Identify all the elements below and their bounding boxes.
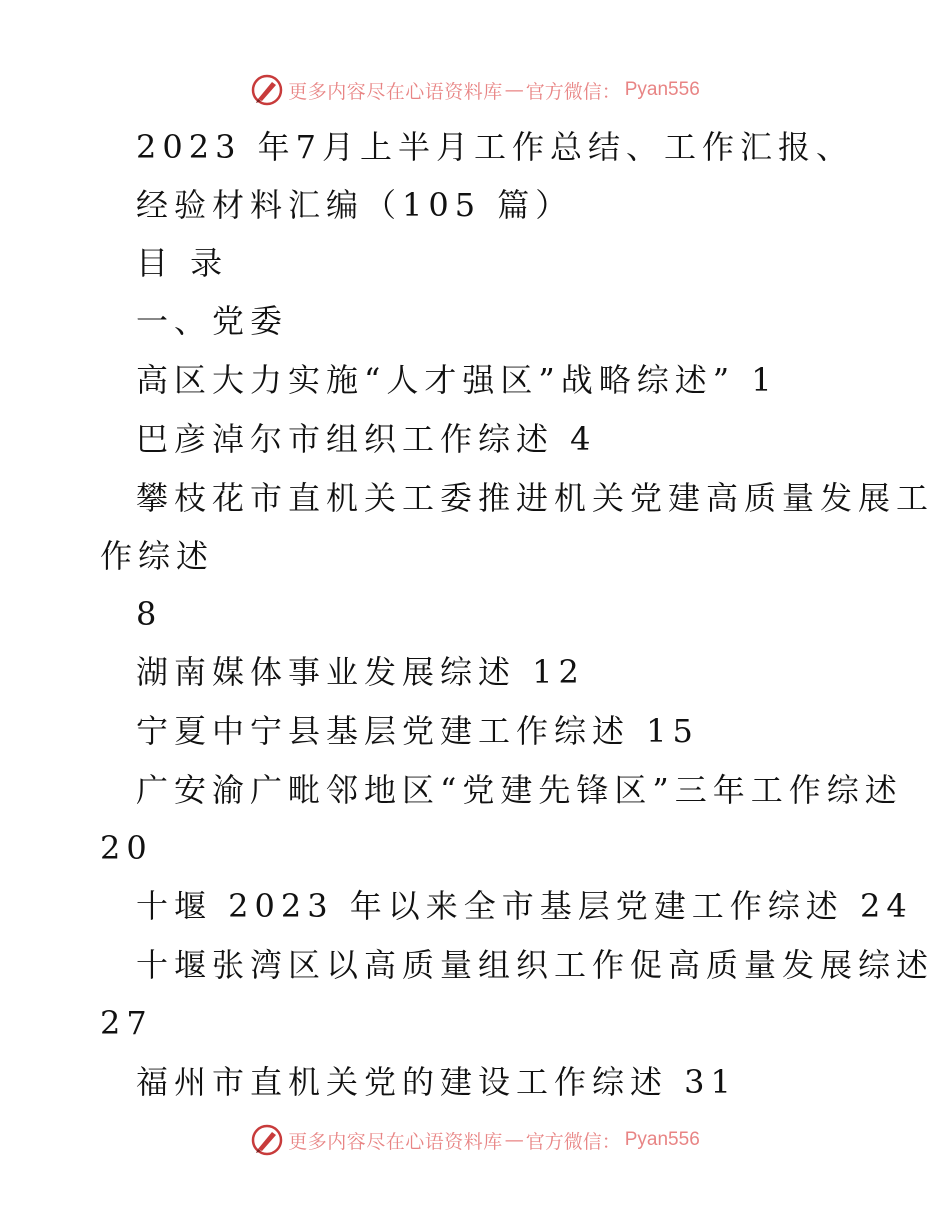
toc-heading: 目 录	[136, 244, 229, 282]
banner-separator: —	[504, 79, 524, 101]
doc-title-line2: 经验材料汇编（105 篇）	[136, 186, 574, 224]
banner-wechat-label: 官方微信：	[525, 80, 621, 103]
banner-text: 更多内容尽在心语资料库	[288, 1130, 503, 1153]
toc-entry: 十堰张湾区以高质量组织工作促高质量发展综述	[136, 946, 935, 984]
banner-wechat-id: Pyan556	[624, 79, 700, 100]
toc-entry: 宁夏中宁县基层党建工作综述 15	[136, 712, 699, 750]
toc-entry: 十堰 2023 年以来全市基层党建工作综述 24	[136, 887, 913, 925]
toc-entry: 巴彦淖尔市组织工作综述 4	[136, 420, 597, 458]
toc-entry: 攀枝花市直机关工委推进机关党建高质量发展工	[136, 479, 935, 517]
toc-entry: 福州市直机关党的建设工作综述 31	[136, 1063, 737, 1101]
toc-entry: 湖南媒体事业发展综述 12	[136, 653, 585, 691]
pen-logo-icon	[250, 73, 284, 107]
footer-banner	[0, 1120, 950, 1160]
doc-title-line1: 2023 年7月上半月工作总结、工作汇报、	[136, 128, 854, 166]
pen-logo-icon	[250, 1123, 284, 1157]
header-banner	[0, 70, 950, 110]
toc-entry-continuation: 作综述	[100, 537, 215, 575]
banner-wechat-id: Pyan556	[624, 1129, 700, 1150]
banner-text: 更多内容尽在心语资料库	[288, 80, 503, 103]
toc-entry-page: 27	[100, 1004, 153, 1042]
toc-entry-page: 20	[100, 829, 153, 867]
toc-entry: 广安渝广毗邻地区“党建先锋区”三年工作综述	[136, 771, 903, 809]
toc-entry-page: 8	[136, 595, 163, 633]
banner-wechat-label: 官方微信：	[525, 1130, 621, 1153]
section-heading: 一、党委	[136, 302, 289, 340]
toc-entry: 高区大力实施“人才强区”战略综述” 1	[136, 361, 778, 399]
banner-separator: —	[504, 1129, 524, 1151]
